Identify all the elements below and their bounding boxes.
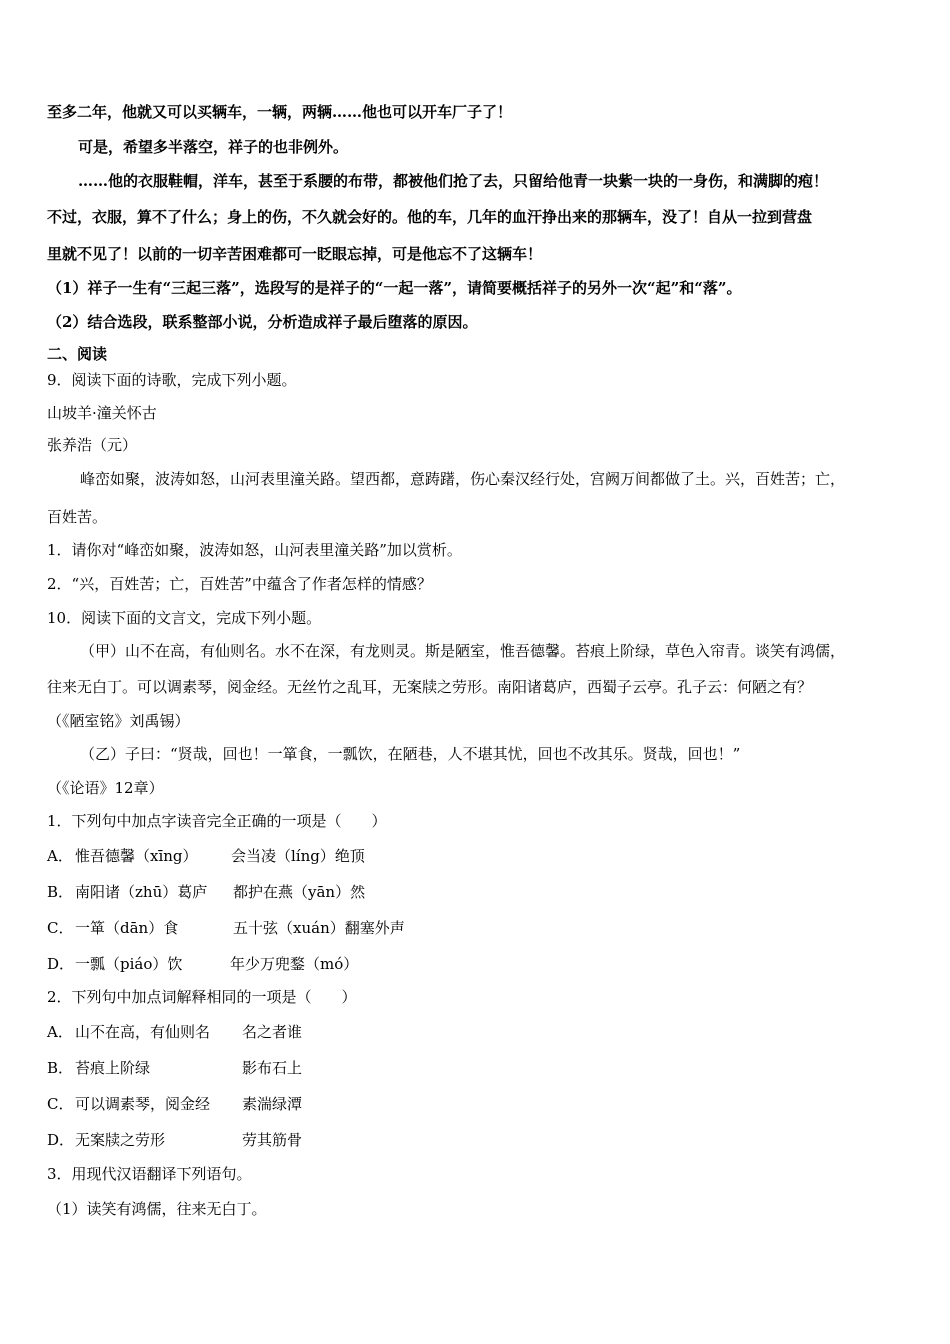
- q10-sub1-option-b: [47, 881, 907, 903]
- option-text-2: 年少万兜鍪（mó）: [230, 955, 359, 973]
- q10-sub2-option-a: [47, 1021, 907, 1043]
- option-text-1: 山不在高，有仙则名: [75, 1023, 211, 1041]
- option-text-2: 劳其筋骨: [242, 1131, 303, 1149]
- option-label: A．: [47, 1023, 73, 1041]
- option-text-1: 可以调素琴，阅金经: [75, 1095, 211, 1113]
- option-text-2: 五十弦（xuán）翻塞外声: [233, 919, 405, 937]
- option-label: D．: [47, 955, 75, 973]
- q10-prompt: 10．阅读下面的文言文，完成下列小题。: [47, 609, 322, 627]
- q10-sub1-option-a: [47, 845, 907, 867]
- option-text-2: 名之者谁: [242, 1023, 303, 1041]
- option-text-2: 影布石上: [242, 1059, 303, 1077]
- option-text-1: 苔痕上阶绿: [75, 1059, 151, 1077]
- option-text-1: 南阳诸（zhū）葛庐: [75, 883, 208, 901]
- excerpt-paragraph-2: 可是，希望多半落空，祥子的也非例外。: [78, 138, 349, 156]
- q10-sub2-option-c: [47, 1093, 907, 1115]
- passage-jia-line-2: 往来无白丁。可以调素琴，阅金经。无丝竹之乱耳，无案牍之劳形。南阳诸葛庐，西蜀子云亭。孔子云：何陋之有？: [47, 678, 813, 696]
- excerpt-paragraph-3-line-1: ……他的衣服鞋帽，洋车，甚至于系腰的布带，都被他们抢了去，只留给他青一块紫一块的一身伤，和满脚的疱！: [78, 172, 829, 190]
- q10-sub1-prompt: 1．下列句中加点字读音完全正确的一项是（ ）: [47, 812, 387, 830]
- poem-text-line-1: 峰峦如聚，波涛如怒，山河表里潼关路。望西都，意踌躇，伤心秦汉经行处，宫阙万间都做了土。兴，百姓苦；亡，: [80, 470, 846, 488]
- poem-text-line-2: 百姓苦。: [47, 508, 108, 526]
- q9-sub-question-2: 2．“兴，百姓苦；亡，百姓苦”中蕴含了作者怎样的情感？: [47, 575, 432, 593]
- q10-sub2-option-d: [47, 1129, 907, 1151]
- passage-yi-source: （《论语》12章）: [47, 779, 164, 797]
- option-text-2: 都护在燕（yān）然: [233, 883, 366, 901]
- option-label: D．: [47, 1131, 75, 1149]
- excerpt-question-1: （1）祥子一生有“三起三落”，选段写的是祥子的“一起一落”，请简要概括祥子的另外一次“起”和“落”。: [47, 279, 742, 297]
- q10-sub2-option-b: [47, 1057, 907, 1079]
- q10-sub1-option-d: [47, 953, 907, 975]
- option-label: C．: [47, 919, 74, 937]
- option-text-1: 一瓢（piáo）饮: [75, 955, 183, 973]
- option-text-1: 一箪（dān）食: [75, 919, 179, 937]
- q10-sub3-prompt: 3．用现代汉语翻译下列语句。: [47, 1165, 252, 1183]
- q9-sub-question-1: 1．请你对“峰峦如聚，波涛如怒，山河表里潼关路”加以赏析。: [47, 541, 462, 559]
- option-label: C．: [47, 1095, 74, 1113]
- option-label: B．: [47, 883, 74, 901]
- excerpt-paragraph-3-line-2: 不过，衣服，算不了什么；身上的伤，不久就会好的。他的车，几年的血汗挣出来的那辆车，没了！自从一拉到营盘: [47, 208, 813, 226]
- option-text-1: 无案牍之劳形: [75, 1131, 166, 1149]
- passage-jia-source: （《陋室铭》刘禹锡）: [47, 712, 190, 730]
- excerpt-question-2: （2）结合选段，联系整部小说，分析造成祥子最后堕落的原因。: [47, 313, 478, 331]
- poem-author: 张养浩（元）: [47, 436, 138, 454]
- option-label: A．: [47, 847, 73, 865]
- section-title: 二、阅读: [47, 345, 108, 363]
- passage-jia-line-1: （甲）山不在高，有仙则名。水不在深，有龙则灵。斯是陋室，惟吾德馨。苔痕上阶绿，草色入帘青。谈笑有鸿儒，: [80, 642, 846, 660]
- poem-title: 山坡羊·潼关怀古: [47, 404, 157, 422]
- q10-sub2-prompt: 2．下列句中加点词解释相同的一项是（ ）: [47, 988, 357, 1006]
- q10-sub3-item-1: （1）读笑有鸿儒，往来无白丁。: [47, 1200, 267, 1218]
- excerpt-paragraph-1: 至多二年，他就又可以买辆车，一辆，两辆……他也可以开车厂子了！: [47, 103, 513, 121]
- q9-prompt: 9．阅读下面的诗歌，完成下列小题。: [47, 371, 297, 389]
- option-text-1: 惟吾德馨（xīng）: [75, 847, 198, 865]
- option-label: B．: [47, 1059, 74, 1077]
- option-text-2: 会当凌（líng）绝顶: [231, 847, 365, 865]
- excerpt-paragraph-3-line-3: 里就不见了！以前的一切辛苦困难都可一眨眼忘掉，可是他忘不了这辆车！: [47, 245, 543, 263]
- option-text-2: 素湍绿潭: [242, 1095, 303, 1113]
- q10-sub1-option-c: [47, 917, 907, 939]
- passage-yi-line-1: （乙）子曰：“贤哉，回也！一箪食，一瓢饮，在陋巷，人不堪其忧，回也不改其乐。贤哉，回也！”: [80, 745, 741, 763]
